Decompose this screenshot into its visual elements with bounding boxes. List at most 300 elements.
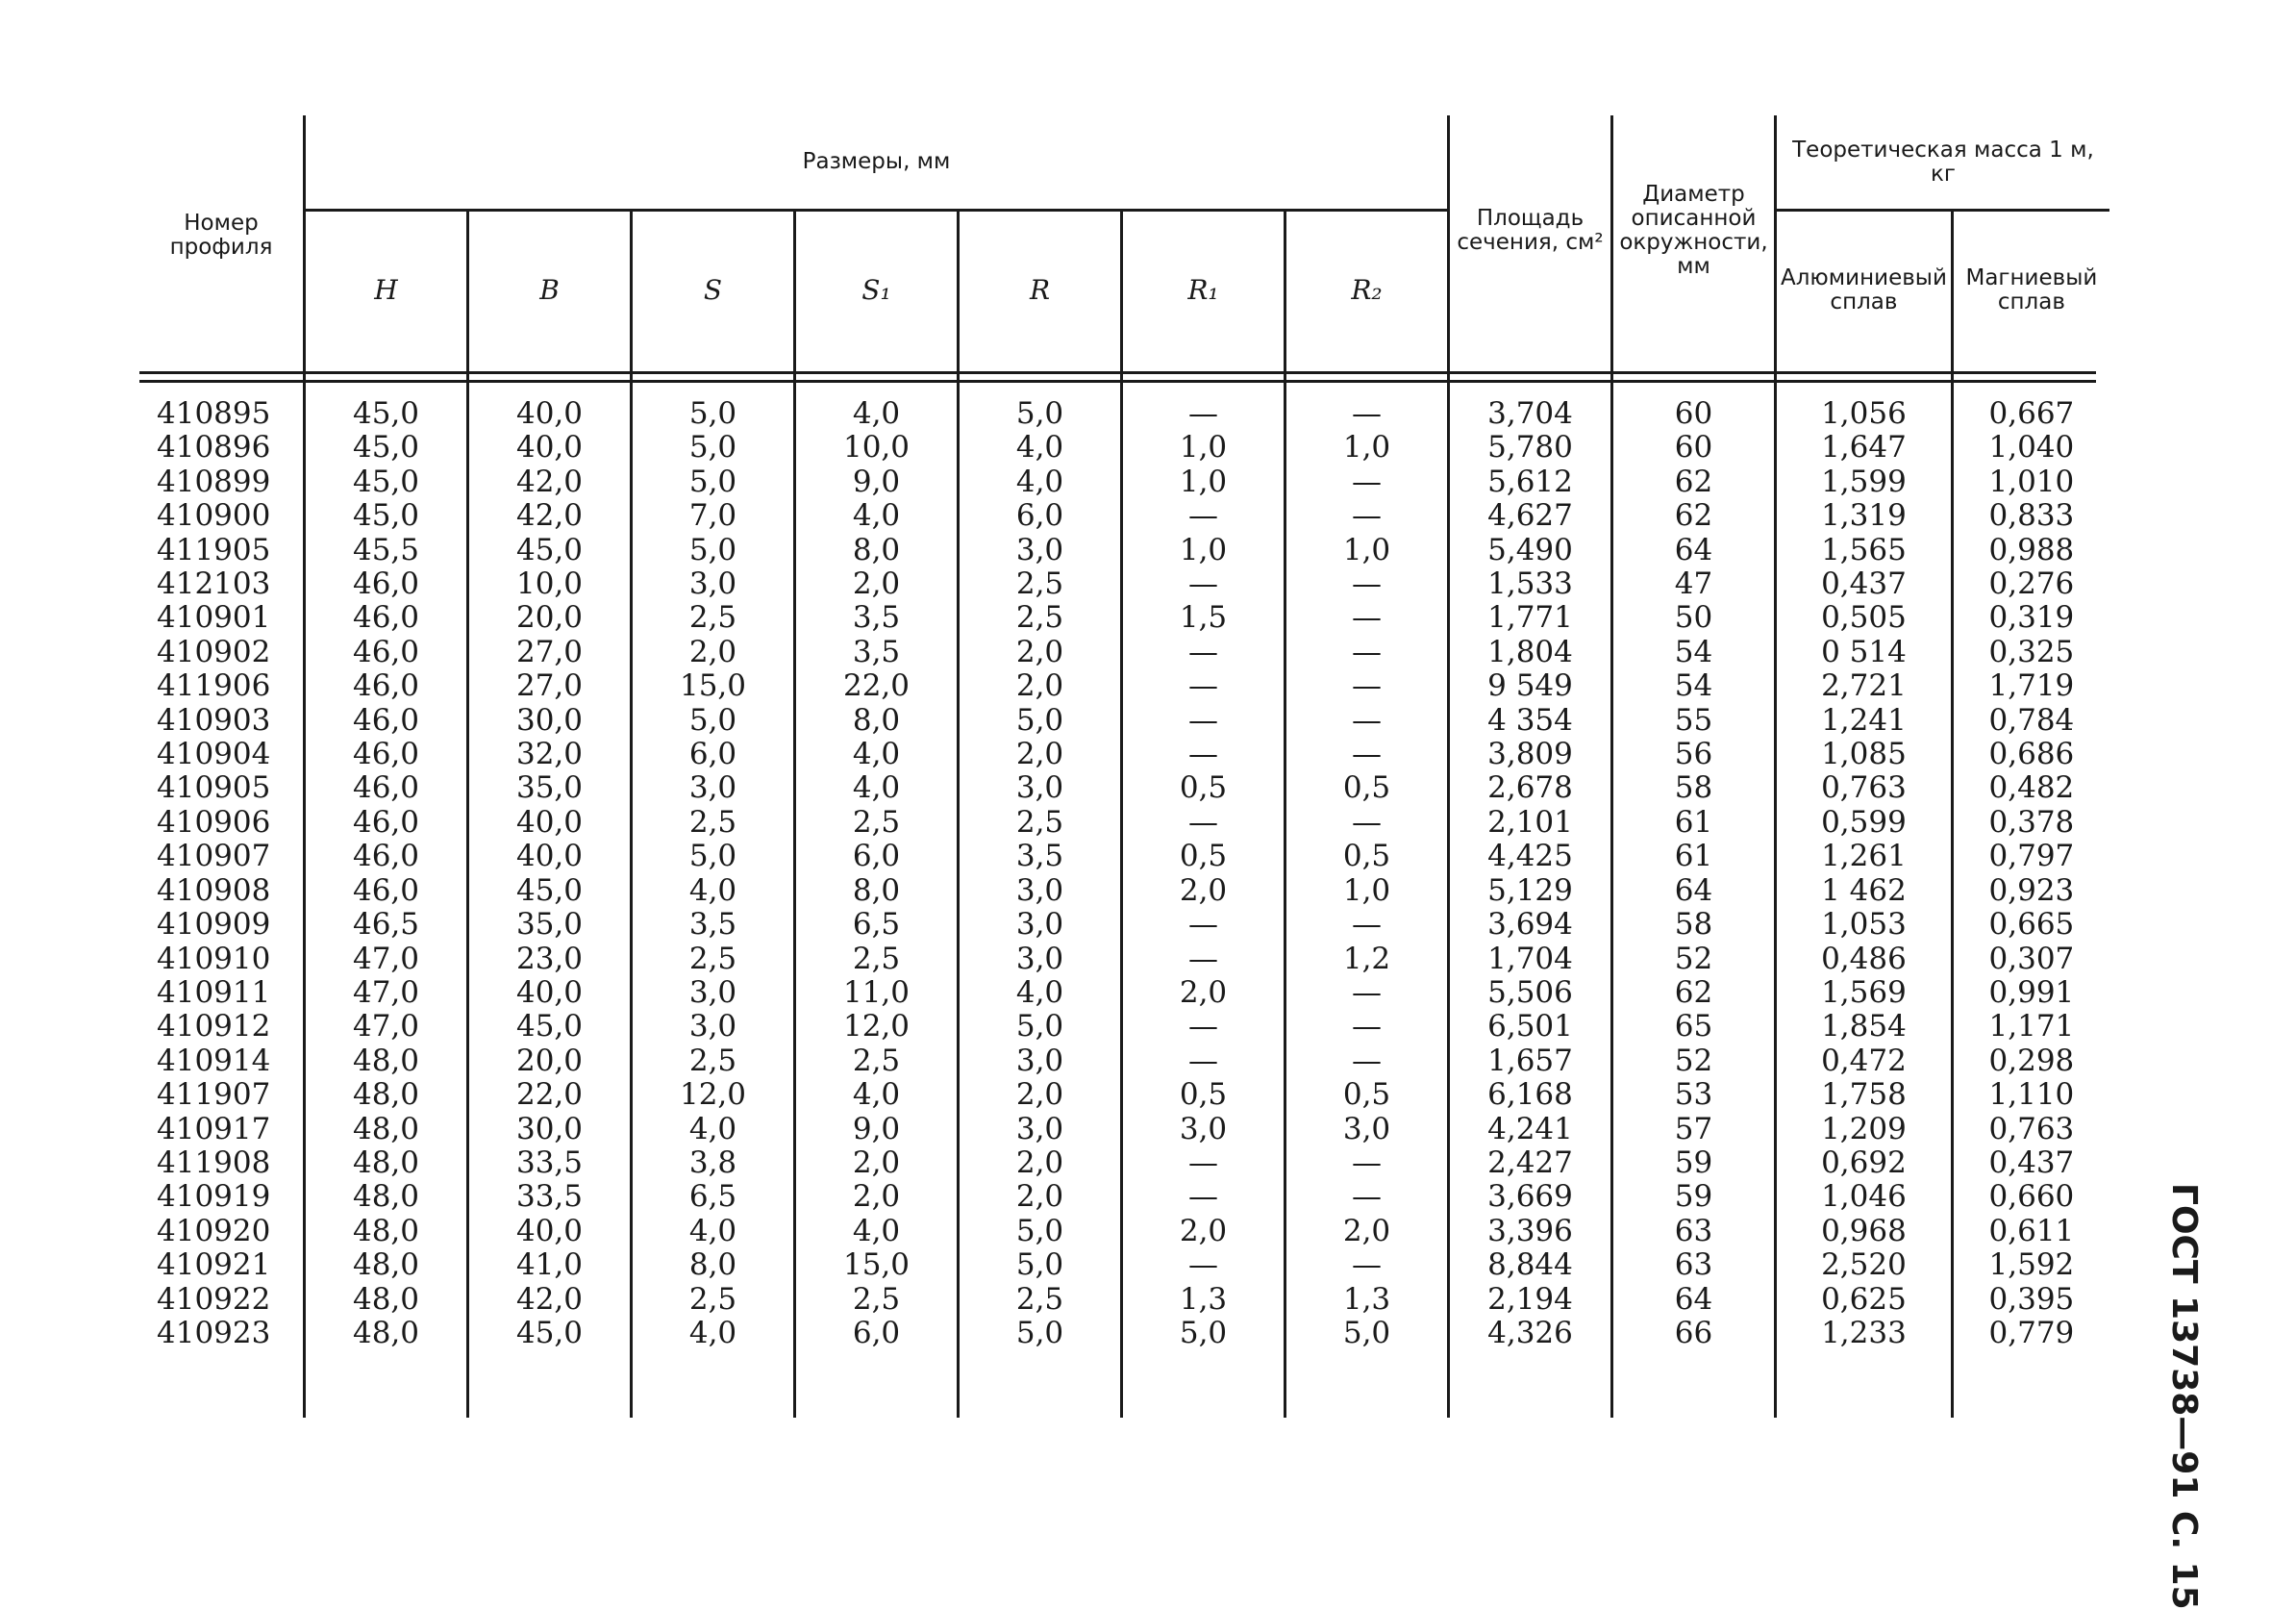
- cell-profile-number: 410906: [157, 804, 271, 840]
- cell-mass-aluminum: 1,056: [1774, 397, 1951, 431]
- cell-r1: —: [1120, 1180, 1284, 1214]
- cell-s: 4,0: [630, 1113, 793, 1146]
- cell-area: 5,780: [1447, 431, 1610, 465]
- header-mass-group: Теоретическая масса 1 м, кг: [1774, 115, 2109, 212]
- header-dimensions-group: Размеры, мм: [303, 115, 1447, 212]
- cell-r2: —: [1284, 976, 1447, 1010]
- cell-r: 2,0: [957, 669, 1120, 703]
- cell-diameter: 54: [1610, 669, 1774, 703]
- header-col-r: R: [957, 212, 1120, 368]
- cell-h: 46,0: [303, 669, 466, 703]
- cell-profile-number: 411908: [157, 1145, 271, 1180]
- cell-mass-magnesium: 0,298: [1951, 1044, 2109, 1078]
- cell-profile-number: 412103: [157, 566, 271, 602]
- cell-r1: 1,5: [1120, 601, 1284, 635]
- cell-r: 4,0: [957, 976, 1120, 1010]
- cell-s1: 8,0: [793, 534, 957, 567]
- cell-r: 5,0: [957, 1248, 1120, 1282]
- cell-profile-number: 410907: [157, 839, 271, 874]
- cell-mass-magnesium: 0,667: [1951, 397, 2109, 431]
- cell-area: 4,241: [1447, 1113, 1610, 1146]
- cell-mass-magnesium: 0,611: [1951, 1215, 2109, 1248]
- table-row: [139, 840, 2109, 873]
- cell-mass-aluminum: 1,085: [1774, 738, 1951, 771]
- cell-profile-number: 410923: [157, 1315, 271, 1350]
- cell-profile-number: 410922: [157, 1281, 271, 1317]
- spacer-cell: [303, 1350, 466, 1418]
- cell-b: 40,0: [466, 431, 630, 465]
- cell-s: 2,0: [630, 636, 793, 669]
- cell-mass-magnesium: 0,991: [1951, 976, 2109, 1010]
- table-row: [139, 908, 2109, 942]
- cell-b: 42,0: [466, 465, 630, 499]
- cell-r2: —: [1284, 806, 1447, 840]
- cell-area: 5,129: [1447, 874, 1610, 908]
- cell-s: 6,0: [630, 738, 793, 771]
- cell-mass-magnesium: 0,482: [1951, 771, 2109, 805]
- table-row: [139, 499, 2109, 533]
- cell-s: 5,0: [630, 465, 793, 499]
- spacer-cell: [1610, 1350, 1774, 1418]
- cell-b: 35,0: [466, 771, 630, 805]
- cell-s1: 2,0: [793, 1180, 957, 1214]
- cell-r1: 0,5: [1120, 840, 1284, 873]
- cell-r1: 0,5: [1120, 1078, 1284, 1112]
- cell-profile-number: 410920: [157, 1213, 271, 1248]
- cell-r: 3,0: [957, 1113, 1120, 1146]
- cell-s1: 2,5: [793, 1044, 957, 1078]
- cell-diameter: 58: [1610, 771, 1774, 805]
- cell-r: 4,0: [957, 431, 1120, 465]
- cell-r: 2,0: [957, 1180, 1120, 1214]
- cell-mass-aluminum: 0,692: [1774, 1146, 1951, 1180]
- cell-r1: 2,0: [1120, 874, 1284, 908]
- table-body: [139, 368, 2109, 1418]
- cell-r2: —: [1284, 1180, 1447, 1214]
- cell-mass-magnesium: 0,686: [1951, 738, 2109, 771]
- cell-s1: 3,5: [793, 601, 957, 635]
- cell-s1: 4,0: [793, 738, 957, 771]
- cell-r: 5,0: [957, 1215, 1120, 1248]
- cell-h: 48,0: [303, 1113, 466, 1146]
- cell-profile-number: 410895: [157, 396, 271, 431]
- cell-mass-magnesium: 0,660: [1951, 1180, 2109, 1214]
- table-row: [139, 636, 2109, 669]
- cell-r: 3,5: [957, 840, 1120, 873]
- cell-mass-aluminum: 0,437: [1774, 567, 1951, 601]
- cell-mass-magnesium: 0,797: [1951, 840, 2109, 873]
- header-col-b: B: [466, 212, 630, 368]
- cell-s1: 2,5: [793, 1283, 957, 1317]
- cell-s1: 2,0: [793, 1146, 957, 1180]
- table-row: [139, 1215, 2109, 1248]
- cell-s1: 4,0: [793, 499, 957, 533]
- cell-b: 32,0: [466, 738, 630, 771]
- cell-profile-number: 410905: [157, 770, 271, 806]
- cell-diameter: 64: [1610, 534, 1774, 567]
- cell-h: 47,0: [303, 943, 466, 976]
- cell-diameter: 50: [1610, 601, 1774, 635]
- cell-b: 30,0: [466, 1113, 630, 1146]
- cell-r2: 3,0: [1284, 1113, 1447, 1146]
- cell-r2: —: [1284, 669, 1447, 703]
- cell-area: 5,490: [1447, 534, 1610, 567]
- cell-r: 5,0: [957, 1317, 1120, 1350]
- cell-b: 40,0: [466, 397, 630, 431]
- cell-area: 8,844: [1447, 1248, 1610, 1282]
- header-col-r2: R₂: [1284, 212, 1447, 368]
- cell-r1: 2,0: [1120, 1215, 1284, 1248]
- cell-area: 1,771: [1447, 601, 1610, 635]
- spacer-cell: [630, 1350, 793, 1418]
- cell-s: 12,0: [630, 1078, 793, 1112]
- cell-diameter: 55: [1610, 704, 1774, 738]
- cell-h: 46,5: [303, 908, 466, 942]
- cell-r: 2,0: [957, 636, 1120, 669]
- cell-b: 40,0: [466, 806, 630, 840]
- table-row: [139, 1146, 2109, 1180]
- cell-r2: 1,2: [1284, 943, 1447, 976]
- table-row: [139, 874, 2109, 908]
- cell-s: 2,5: [630, 601, 793, 635]
- cell-b: 27,0: [466, 669, 630, 703]
- cell-s1: 9,0: [793, 465, 957, 499]
- cell-s: 8,0: [630, 1248, 793, 1282]
- cell-mass-magnesium: 0,763: [1951, 1113, 2109, 1146]
- cell-mass-magnesium: 0,378: [1951, 806, 2109, 840]
- cell-r1: —: [1120, 636, 1284, 669]
- cell-mass-aluminum: 1,319: [1774, 499, 1951, 533]
- cell-r1: —: [1120, 397, 1284, 431]
- cell-mass-magnesium: 1,040: [1951, 431, 2109, 465]
- cell-h: 46,0: [303, 601, 466, 635]
- header-col-s1: S₁: [793, 212, 957, 368]
- cell-h: 47,0: [303, 976, 466, 1010]
- cell-mass-magnesium: 0,307: [1951, 943, 2109, 976]
- cell-r2: —: [1284, 567, 1447, 601]
- cell-mass-aluminum: 1,046: [1774, 1180, 1951, 1214]
- cell-r: 3,0: [957, 943, 1120, 976]
- cell-area: 4,326: [1447, 1317, 1610, 1350]
- cell-mass-aluminum: 1,569: [1774, 976, 1951, 1010]
- cell-h: 46,0: [303, 874, 466, 908]
- cell-s: 2,5: [630, 1283, 793, 1317]
- cell-area: 1,804: [1447, 636, 1610, 669]
- cell-s1: 2,0: [793, 567, 957, 601]
- cell-r: 3,0: [957, 1044, 1120, 1078]
- cell-b: 45,0: [466, 1317, 630, 1350]
- table-header: [139, 115, 2109, 368]
- table-row: [139, 976, 2109, 1010]
- table-row: [139, 601, 2109, 635]
- cell-s1: 4,0: [793, 1215, 957, 1248]
- cell-s1: 6,0: [793, 1317, 957, 1350]
- cell-diameter: 62: [1610, 976, 1774, 1010]
- cell-r1: 2,0: [1120, 976, 1284, 1010]
- cell-area: 2,101: [1447, 806, 1610, 840]
- cell-b: 33,5: [466, 1146, 630, 1180]
- cell-s: 2,5: [630, 1044, 793, 1078]
- cell-s1: 4,0: [793, 397, 957, 431]
- cell-r: 3,0: [957, 534, 1120, 567]
- cell-r: 5,0: [957, 1010, 1120, 1044]
- cell-area: 2,194: [1447, 1283, 1610, 1317]
- cell-b: 10,0: [466, 567, 630, 601]
- cell-s: 4,0: [630, 874, 793, 908]
- cell-s: 5,0: [630, 534, 793, 567]
- cell-mass-magnesium: 0,319: [1951, 601, 2109, 635]
- cell-profile-number: 410908: [157, 872, 271, 908]
- cell-s1: 4,0: [793, 771, 957, 805]
- cell-mass-magnesium: 0,923: [1951, 874, 2109, 908]
- cell-r1: 3,0: [1120, 1113, 1284, 1146]
- cell-r: 3,0: [957, 874, 1120, 908]
- cell-profile-number: 410914: [157, 1043, 271, 1078]
- cell-r: 2,5: [957, 567, 1120, 601]
- cell-r2: —: [1284, 397, 1447, 431]
- document-reference-label: ГОСТ 13738—91 С. 15: [2164, 1183, 2204, 1610]
- cell-r2: —: [1284, 465, 1447, 499]
- cell-diameter: 61: [1610, 840, 1774, 873]
- cell-r2: —: [1284, 704, 1447, 738]
- cell-area: 1,533: [1447, 567, 1610, 601]
- cell-diameter: 60: [1610, 431, 1774, 465]
- table-row: [139, 1283, 2109, 1317]
- cell-r2: —: [1284, 1010, 1447, 1044]
- table-row: [139, 704, 2109, 738]
- cell-profile-number: 410903: [157, 702, 271, 738]
- cell-diameter: 54: [1610, 636, 1774, 669]
- cell-mass-magnesium: 0,395: [1951, 1283, 2109, 1317]
- cell-mass-magnesium: 1,010: [1951, 465, 2109, 499]
- cell-mass-aluminum: 1,565: [1774, 534, 1951, 567]
- cell-r2: —: [1284, 1044, 1447, 1078]
- cell-profile-number: 410917: [157, 1111, 271, 1146]
- cell-s1: 6,0: [793, 840, 957, 873]
- cell-diameter: 64: [1610, 874, 1774, 908]
- cell-r1: —: [1120, 567, 1284, 601]
- cell-r2: —: [1284, 738, 1447, 771]
- cell-h: 48,0: [303, 1180, 466, 1214]
- cell-r: 5,0: [957, 704, 1120, 738]
- cell-mass-aluminum: 0,763: [1774, 771, 1951, 805]
- cell-h: 45,0: [303, 397, 466, 431]
- cell-s1: 4,0: [793, 1078, 957, 1112]
- cell-s1: 3,5: [793, 636, 957, 669]
- cell-diameter: 66: [1610, 1317, 1774, 1350]
- cell-b: 45,0: [466, 1010, 630, 1044]
- cell-s: 5,0: [630, 397, 793, 431]
- cell-r2: 0,5: [1284, 1078, 1447, 1112]
- header-profile-number: Номер профиля: [169, 211, 273, 260]
- cell-b: 40,0: [466, 976, 630, 1010]
- cell-area: 6,501: [1447, 1010, 1610, 1044]
- cell-r2: —: [1284, 1248, 1447, 1282]
- header-col-s: S: [630, 212, 793, 368]
- cell-r: 3,0: [957, 908, 1120, 942]
- cell-h: 45,0: [303, 431, 466, 465]
- cell-s: 4,0: [630, 1215, 793, 1248]
- cell-area: 3,669: [1447, 1180, 1610, 1214]
- cell-r1: —: [1120, 499, 1284, 533]
- cell-mass-aluminum: 0,599: [1774, 806, 1951, 840]
- cell-profile-number: 410910: [157, 941, 271, 976]
- spacer-cell: [1951, 1350, 2109, 1418]
- cell-b: 41,0: [466, 1248, 630, 1282]
- header-col-r1: R₁: [1120, 212, 1284, 368]
- cell-r2: —: [1284, 908, 1447, 942]
- cell-area: 5,506: [1447, 976, 1610, 1010]
- cell-mass-magnesium: 0,665: [1951, 908, 2109, 942]
- cell-r: 2,5: [957, 1283, 1120, 1317]
- cell-area: 3,809: [1447, 738, 1610, 771]
- cell-s: 2,5: [630, 806, 793, 840]
- cell-diameter: 62: [1610, 499, 1774, 533]
- cell-r: 3,0: [957, 771, 1120, 805]
- profile-table: [139, 115, 2109, 1418]
- cell-profile-number: 411905: [157, 532, 271, 567]
- cell-profile-number: 410912: [157, 1009, 271, 1044]
- cell-area: 2,678: [1447, 771, 1610, 805]
- cell-r1: —: [1120, 1146, 1284, 1180]
- table-row: [139, 1317, 2109, 1350]
- cell-s1: 11,0: [793, 976, 957, 1010]
- spacer-cell: [139, 1350, 303, 1418]
- cell-s1: 6,5: [793, 908, 957, 942]
- cell-profile-number: 410900: [157, 498, 271, 534]
- table-row: [139, 534, 2109, 567]
- cell-mass-magnesium: 0,988: [1951, 534, 2109, 567]
- cell-mass-aluminum: 0 514: [1774, 636, 1951, 669]
- cell-area: 4 354: [1447, 704, 1610, 738]
- cell-diameter: 59: [1610, 1180, 1774, 1214]
- cell-s1: 8,0: [793, 704, 957, 738]
- cell-profile-number: 411906: [157, 668, 271, 704]
- cell-b: 40,0: [466, 840, 630, 873]
- cell-r1: 1,0: [1120, 534, 1284, 567]
- cell-mass-aluminum: 1,241: [1774, 704, 1951, 738]
- cell-r1: —: [1120, 738, 1284, 771]
- cell-area: 3,704: [1447, 397, 1610, 431]
- cell-area: 9 549: [1447, 669, 1610, 703]
- cell-h: 46,0: [303, 840, 466, 873]
- cell-mass-aluminum: 1,647: [1774, 431, 1951, 465]
- cell-area: 1,704: [1447, 943, 1610, 976]
- cell-diameter: 53: [1610, 1078, 1774, 1112]
- cell-r: 4,0: [957, 465, 1120, 499]
- table-row: [139, 1044, 2109, 1078]
- cell-s: 2,5: [630, 943, 793, 976]
- table-row: [139, 1113, 2109, 1146]
- cell-area: 4,425: [1447, 840, 1610, 873]
- cell-diameter: 47: [1610, 567, 1774, 601]
- cell-r: 2,0: [957, 738, 1120, 771]
- cell-s: 6,5: [630, 1180, 793, 1214]
- cell-diameter: 63: [1610, 1215, 1774, 1248]
- cell-mass-aluminum: 2,520: [1774, 1248, 1951, 1282]
- table-row: [139, 943, 2109, 976]
- cell-r2: 2,0: [1284, 1215, 1447, 1248]
- cell-h: 47,0: [303, 1010, 466, 1044]
- table-row: [139, 1010, 2109, 1044]
- cell-s: 5,0: [630, 840, 793, 873]
- cell-r2: —: [1284, 601, 1447, 635]
- cell-r1: 5,0: [1120, 1317, 1284, 1350]
- cell-h: 46,0: [303, 771, 466, 805]
- cell-h: 48,0: [303, 1078, 466, 1112]
- cell-diameter: 56: [1610, 738, 1774, 771]
- cell-mass-magnesium: 0,325: [1951, 636, 2109, 669]
- cell-mass-aluminum: 1,758: [1774, 1078, 1951, 1112]
- cell-diameter: 60: [1610, 397, 1774, 431]
- cell-b: 40,0: [466, 1215, 630, 1248]
- cell-h: 46,0: [303, 636, 466, 669]
- cell-b: 27,0: [466, 636, 630, 669]
- table-row: [139, 806, 2109, 840]
- cell-s: 4,0: [630, 1317, 793, 1350]
- cell-profile-number: 411907: [157, 1077, 271, 1113]
- cell-s1: 22,0: [793, 669, 957, 703]
- cell-diameter: 62: [1610, 465, 1774, 499]
- cell-diameter: 57: [1610, 1113, 1774, 1146]
- cell-h: 48,0: [303, 1146, 466, 1180]
- cell-mass-magnesium: 1,592: [1951, 1248, 2109, 1282]
- cell-mass-aluminum: 2,721: [1774, 669, 1951, 703]
- table-row: [139, 1248, 2109, 1282]
- cell-s1: 12,0: [793, 1010, 957, 1044]
- cell-diameter: 64: [1610, 1283, 1774, 1317]
- cell-profile-number: 410911: [157, 974, 271, 1010]
- cell-r: 2,0: [957, 1078, 1120, 1112]
- cell-s: 5,0: [630, 704, 793, 738]
- cell-diameter: 59: [1610, 1146, 1774, 1180]
- cell-mass-magnesium: 1,719: [1951, 669, 2109, 703]
- table-row: [139, 567, 2109, 601]
- cell-h: 48,0: [303, 1248, 466, 1282]
- cell-s1: 2,5: [793, 943, 957, 976]
- cell-r: 2,5: [957, 601, 1120, 635]
- cell-diameter: 65: [1610, 1010, 1774, 1044]
- cell-r2: 1,0: [1284, 431, 1447, 465]
- table-tail: [139, 1350, 2109, 1418]
- cell-r: 2,5: [957, 806, 1120, 840]
- cell-b: 22,0: [466, 1078, 630, 1112]
- table-row: [139, 431, 2109, 465]
- cell-mass-aluminum: 1,209: [1774, 1113, 1951, 1146]
- cell-mass-aluminum: 1,261: [1774, 840, 1951, 873]
- cell-h: 48,0: [303, 1317, 466, 1350]
- cell-profile-number: 410902: [157, 634, 271, 669]
- spacer-cell: [1774, 1350, 1951, 1418]
- cell-b: 33,5: [466, 1180, 630, 1214]
- cell-h: 45,5: [303, 534, 466, 567]
- table-row: [139, 465, 2109, 499]
- cell-area: 2,427: [1447, 1146, 1610, 1180]
- cell-r2: 0,5: [1284, 771, 1447, 805]
- cell-mass-aluminum: 0,505: [1774, 601, 1951, 635]
- cell-h: 48,0: [303, 1283, 466, 1317]
- cell-mass-aluminum: 0,472: [1774, 1044, 1951, 1078]
- cell-r1: 0,5: [1120, 771, 1284, 805]
- spacer-cell: [466, 1350, 630, 1418]
- cell-r1: —: [1120, 806, 1284, 840]
- cell-mass-aluminum: 1,053: [1774, 908, 1951, 942]
- cell-r2: 5,0: [1284, 1317, 1447, 1350]
- cell-s: 15,0: [630, 669, 793, 703]
- cell-s: 3,0: [630, 771, 793, 805]
- header-diameter: Диаметр описанной окружности, мм: [1610, 115, 1774, 368]
- cell-s1: 10,0: [793, 431, 957, 465]
